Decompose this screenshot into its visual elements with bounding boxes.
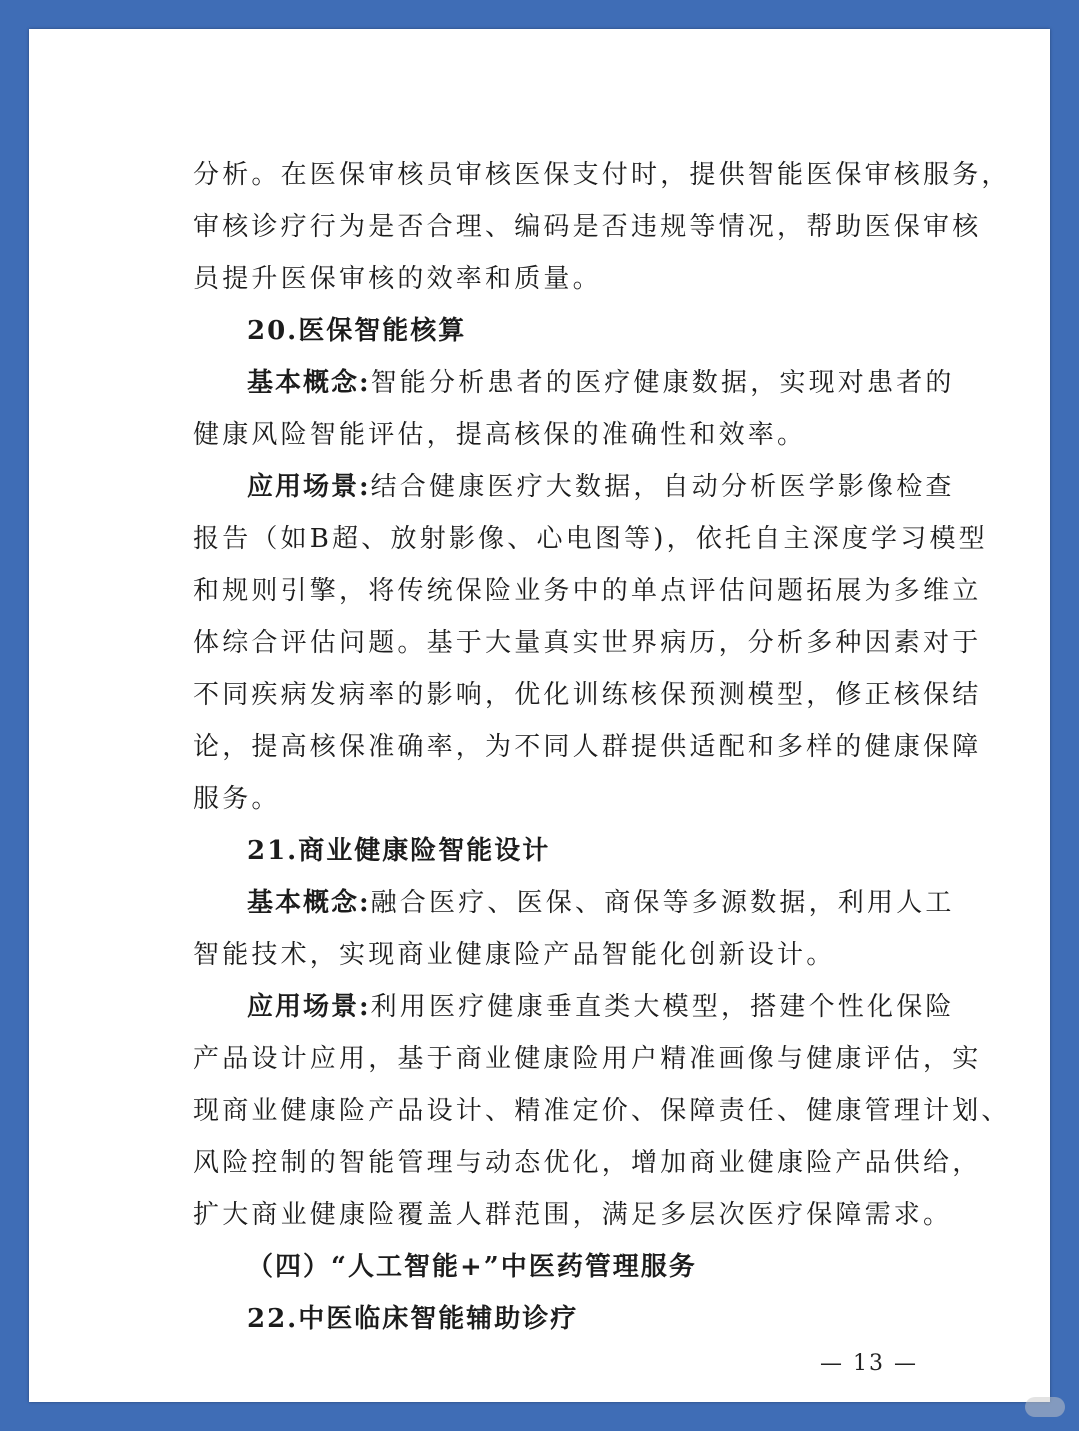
text-line: 论，提高核保准确率，为不同人群提供适配和多样的健康保障 (193, 732, 982, 762)
text-line: 分析。在医保审核员审核医保支付时，提供智能医保审核服务， (193, 160, 1011, 190)
text-line: 扩大商业健康险覆盖人群范围，满足多层次医疗保障需求。 (193, 1200, 953, 1230)
text-line: 报告（如B超、放射影像、心电图等)，依托自主深度学习模型 (193, 524, 988, 554)
text-line: 员提升医保审核的效率和质量。 (193, 264, 602, 294)
scenario-label: 应用场景: (247, 472, 371, 502)
concept-text: 融合医疗、医保、商保等多源数据，利用人工 (370, 888, 955, 918)
text-line: 服务。 (193, 784, 281, 814)
concept-label: 基本概念: (247, 888, 371, 918)
text-line: 和规则引擎，将传统保险业务中的单点评估问题拓展为多维立 (193, 576, 982, 606)
scenario-label: 应用场景: (247, 992, 371, 1022)
text-line: 体综合评估问题。基于大量真实世界病历，分析多种因素对于 (193, 628, 982, 658)
text-line: 审核诊疗行为是否合理、编码是否违规等情况，帮助医保审核 (193, 212, 982, 242)
text-line: 现商业健康险产品设计、精准定价、保障责任、健康管理计划、 (193, 1096, 1011, 1126)
scenario-text: 结合健康医疗大数据，自动分析医学影像检查 (370, 472, 955, 502)
section-heading: 22.中医临床智能辅助诊疗 (247, 1304, 579, 1334)
section-heading: 20.医保智能核算 (247, 316, 467, 346)
concept-label: 基本概念: (247, 368, 371, 398)
text-line: 健康风险智能评估，提高核保的准确性和效率。 (193, 420, 807, 450)
scenario-text: 利用医疗健康垂直类大模型，搭建个性化保险 (370, 992, 955, 1022)
text-line (247, 981, 955, 1033)
text-line: 风险控制的智能管理与动态优化，增加商业健康险产品供给， (193, 1148, 982, 1178)
watermark-badge (1025, 1397, 1065, 1417)
text-line: 产品设计应用，基于商业健康险用户精准画像与健康评估，实 (193, 1044, 982, 1074)
document-page (29, 29, 1050, 1402)
part-heading: （四）“人工智能+”中医药管理服务 (247, 1252, 697, 1282)
page-number: — 13 — (820, 1351, 918, 1376)
text-line (247, 357, 955, 409)
text-line (247, 877, 955, 929)
concept-text: 智能分析患者的医疗健康数据，实现对患者的 (370, 368, 955, 398)
text-line: 不同疾病发病率的影响，优化训练核保预测模型，修正核保结 (193, 680, 982, 710)
text-line (247, 461, 955, 513)
section-heading: 21.商业健康险智能设计 (247, 836, 551, 866)
text-line: 智能技术，实现商业健康险产品智能化创新设计。 (193, 940, 836, 970)
